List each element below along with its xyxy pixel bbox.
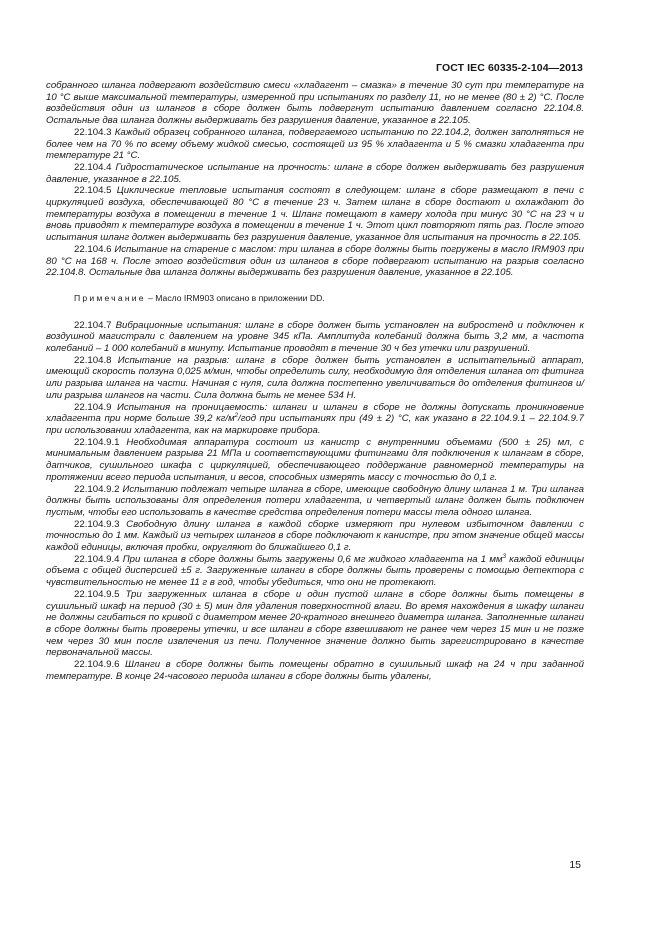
page-number: 15 xyxy=(569,859,581,871)
body-text xyxy=(46,80,584,682)
standard-header: ГОСТ IEC 60335-2-104—2013 xyxy=(436,62,583,74)
paragraph-text: Необходимая аппаратура состоит из канистр с внутренними объемами (500 ± 25) мл, с минимальным давлением разрыва 21 МПа и соответствующими фитингами для подключения к шлангам в сборе, датчиков, сушильного шкафа с циркуляцией, обеспечивающего поддержание равномерной температуры на протяжении всего периода испытания, и весов, способных измерять массу с точностью до 0,1 г. xyxy=(46,436,584,483)
clause-number: 22.104.7 xyxy=(74,319,112,331)
clause-number: 22.104.9.2 xyxy=(74,483,120,495)
superscript: 2 xyxy=(234,413,239,420)
note xyxy=(46,293,584,305)
clause-number: 22.104.4 xyxy=(74,161,112,173)
paragraph-22-104-4 xyxy=(46,162,584,185)
paragraph-text: Три загруженных шланга в сборе и один пустой шланг в сборе должны быть помещены в сушильный шкаф на период (30 ± 5) мин для удаления поверхностной влаги. Во время нахождения в шкафу шланги не должны сгибаться по кривой с диаметром менее 20-кратного внешнего диаметра шланга. Заполненные шланги в сборе должны быть проверены утечки, и все шланги в сборе взвешивают не ранее чем через 15 мин и не позже чем через 30 мин после извлечения из печи. Полученное значение должно быть зарегистрировано в качестве первоначальной массы. xyxy=(46,588,584,659)
paragraph-text: Испытание на разрыв: шланг в сборе должен быть установлен в испытательный аппарат, имеющий скорость ползуна 0,025 м/мин, чтобы определить силу, необходимую для отделения шланга от фитинга или разрыва шланга на части. Начиная с нуля, сила должна постепенно увеличиваться до отделения фитингов и/или разрыва шлангов на части. Сила должна быть не менее 534 Н. xyxy=(46,354,584,401)
paragraph-text: Гидростатическое испытание на прочность: шланг в сборе должен выдерживать без разрушения давление, указанное в 22.105. xyxy=(46,161,584,185)
paragraph-22-104-9-2 xyxy=(46,484,584,519)
paragraph-continuation xyxy=(46,80,584,127)
superscript: 3 xyxy=(502,553,506,560)
paragraph-text: Циклические тепловые испытания состоят в следующем: шланг в сборе размещают в печи с циркуляцией воздуха, обеспечивающей 80 °С в течение 23 ч. Затем шланг в сборе достают и охлаждают до температуры воздуха в помещении в течение 1 ч. Шланг помещают в камеру холода при минус 30 °С на 23 ч и вновь приводят к температуре воздуха в помещении в течение 1 ч. Этот цикл повторяют пять раз. После этого испытания шланг должен выдерживать без разрушения давление, указанное для испытания на прочность в 22.105. xyxy=(46,185,584,244)
paragraph-22-104-5 xyxy=(46,185,584,244)
paragraph-22-104-9-3 xyxy=(46,519,584,554)
paragraph-text: Испытанию подлежат четыре шланга в сборе, имеющие свободную длину шланга 1 м. Три шланга должны быть использованы для определения потери хладагента, и четвертый шланг должен быть подключен пустым, чтобы его использовать в качестве средства определения потери массы тела одного шланга. xyxy=(46,483,584,518)
paragraph-text: Испытание на старение с маслом: три шланга в сборе должны быть погружены в масло IRM903 при 80 °С на 168 ч. После этого воздействия один из шлангов в сборе подвергают испытанию на разрыв согласно 22.104.8. Остальные два шланга должны выдерживать без разрушения давление, указанное в 22.105. xyxy=(46,243,584,279)
clause-number: 22.104.8 xyxy=(74,354,112,366)
paragraph-22-104-6 xyxy=(46,244,584,279)
paragraph-text: собранного шланга подвергают воздействию смеси «хладагент – смазка» в течение 30 сут при температуре на 10 °С выше максимальной температуры, измеренной при испытаниях по разделу 11, но не менее (80 ± 2) °С. После воздействия один из шлангов в сборе должен быть подвергнут испытанию давлением согласно 22.104.8. Остальные два шланга должны выдерживать без разрушения давление, указанное в 22.105. xyxy=(46,80,584,127)
paragraph-22-104-3 xyxy=(46,127,584,162)
paragraph-22-104-7 xyxy=(46,320,584,355)
note-text: – Масло IRM903 описано в приложении DD. xyxy=(145,292,325,303)
paragraph-text: Каждый образец собранного шланга, подвергаемого испытанию по 22.104.2, должен заполняться не более чем на 70 % по всему объему жидкой смесью, состоящей из 95 % хладагента и 5 % смазки хладагента при температуре 21 °С. xyxy=(46,126,584,162)
clause-number: 22.104.9.5 xyxy=(74,588,120,600)
paragraph-text: Свободную длину шланга в каждой сборке измеряют при нулевом избыточном давлении с точностью до 1 мм. Каждый из четырех шлангов в сборе подключают к канистре, при этом значение общей массы каждой единицы, включая пробки, округляют до ближайшего 0,1 г. xyxy=(46,518,584,554)
clause-number: 22.104.9.6 xyxy=(74,659,120,671)
paragraph-22-104-9-6 xyxy=(46,659,584,682)
clause-number: 22.104.9.4 xyxy=(74,553,120,565)
paragraph-text: При шланга в сборе должны быть загружены 0,6 мг жидкого хладагента на 1 мм xyxy=(119,553,503,565)
clause-number: 22.104.9 xyxy=(74,401,112,413)
paragraph-text: Вибрационные испытания: шланг в сборе должен быть установлен на вибростенд и подключен к воздушной магистрали с давлением на уровне 345 кПа. Амплитуда колебаний должна быть 3,2 мм, а частота колебаний – 1 000 колебаний в минуту. Испытание проводят в течение 30 ч без утечки или разрушений. xyxy=(46,319,584,355)
paragraph-22-104-8 xyxy=(46,355,584,402)
paragraph-text: /год при испытаниях при (49 ± 2) °С, как указано в 22.104.9.1 – 22.104.9.7 при использовании хладагента, как на маркировке прибора. xyxy=(46,413,584,436)
clause-number: 22.104.9.1 xyxy=(74,436,120,448)
clause-number: 22.104.3 xyxy=(74,126,112,138)
paragraph-text: Шланги в сборе должны быть помещены обратно в сушильный шкаф на 24 ч при заданной температуре. В конце 24-часового периода шланги в сборе должны быть удалены, xyxy=(46,659,584,682)
paragraph-22-104-9-4 xyxy=(46,554,584,589)
paragraph-22-104-9-1 xyxy=(46,437,584,484)
clause-number: 22.104.6 xyxy=(74,243,112,255)
paragraph-22-104-9-5 xyxy=(46,589,584,659)
clause-number: 22.104.9.3 xyxy=(74,518,120,530)
clause-number: 22.104.5 xyxy=(74,185,112,197)
paragraph-text: каждой единицы объема с общей дисперсией ±5 г. Загруженные шланги в сборе должны быть проверены с помощью детектора с чувствительностью не менее 11 г в год, чтобы убедиться, что они не протекают. xyxy=(46,553,585,589)
paragraph-text: Испытания на проницаемость: шланги и шланги в сборе не должны допускать проникновение хладагента при норме больше 39,2 кг/м xyxy=(46,401,584,425)
note-label: Примечание xyxy=(74,292,146,303)
paragraph-22-104-9 xyxy=(46,402,584,437)
